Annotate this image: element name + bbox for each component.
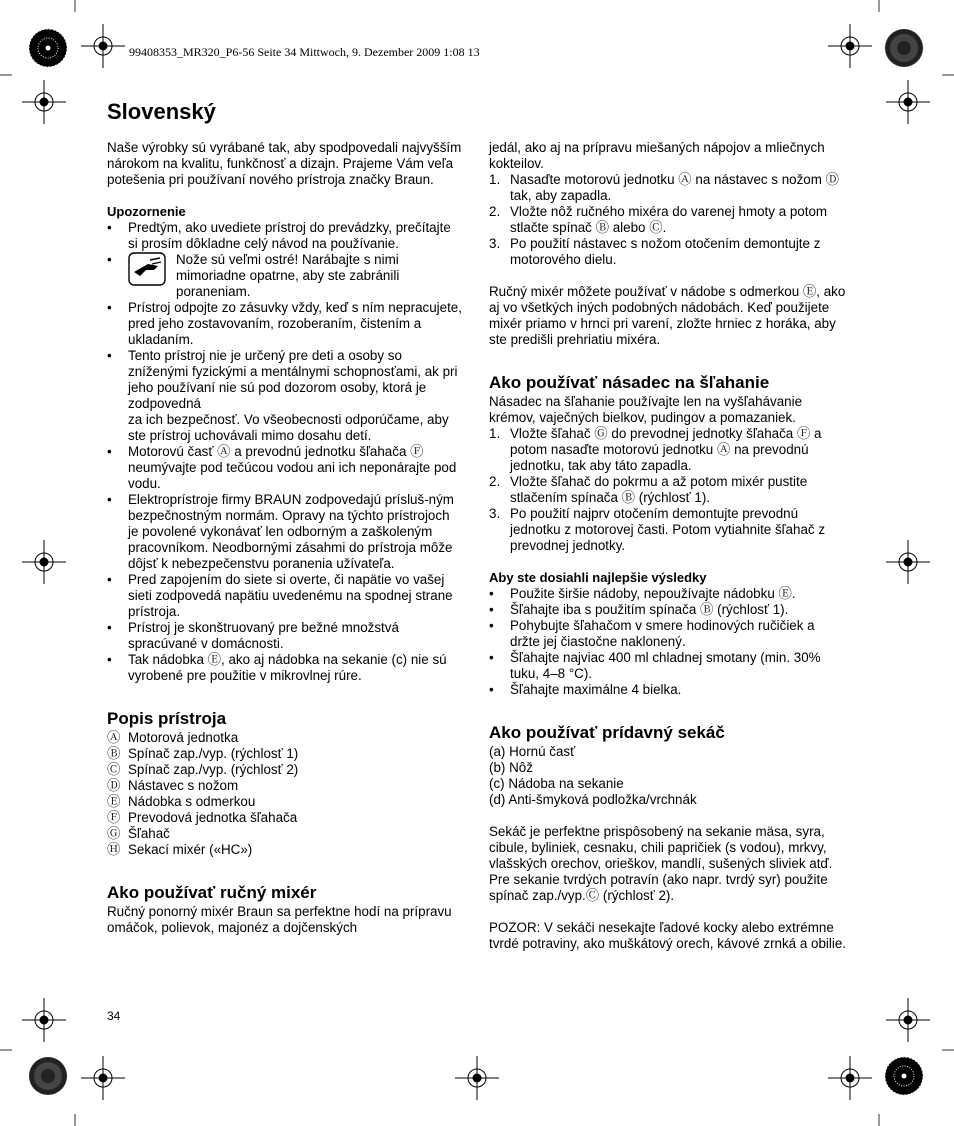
hand-mixer-steps <box>489 172 847 268</box>
registration-mark-icon <box>886 80 930 124</box>
list-item: Ⓓ Nástavec s nožom <box>107 778 239 793</box>
chopper-part: (c) Nádoba na sekanie <box>489 776 624 791</box>
chopper-text: Sekáč je perfektne prispôsobený na sekanie mäsa, syra, cibule, byliniek, cesnaku, chili papričiek (s vodou), mrkvy, vlašských orechov, orieškov, mandlí, sušených sliviek atď. <box>489 824 833 871</box>
list-item: 1. Vložte šľahač Ⓖ do prevodnej jednotky šľahača Ⓕ a potom nasaďte motorovú jednotku Ⓐ na prevodnú jednotku, tak aby táto zapadla. <box>489 426 822 473</box>
registration-mark-icon <box>886 540 930 584</box>
warning-list <box>107 220 463 684</box>
description-heading: Popis prístroja <box>107 709 227 728</box>
color-target-icon <box>884 1056 924 1096</box>
list-item: • Použite širšie nádoby, nepoužívajte nádobku Ⓔ. <box>489 586 796 601</box>
list-item: Ⓑ Spínač zap./vyp. (rýchlosť 1) <box>107 746 299 761</box>
page-title: Slovenský <box>107 99 216 124</box>
list-item: • Šľahajte maximálne 4 bielka. <box>489 682 682 697</box>
list-item: • Šľahajte iba s použitím spínača Ⓑ (rýchlosť 1). <box>489 602 789 617</box>
color-target-icon <box>28 1056 68 1096</box>
list-item: Ⓖ Šľahač <box>107 826 170 841</box>
tips-heading: Aby ste dosiahli najlepšie výsledky <box>489 570 707 585</box>
whisk-steps <box>489 426 847 554</box>
list-item: Ⓔ Nádobka s odmerkou <box>107 794 256 809</box>
list-item: • Elektroprístroje firmy BRAUN zodpovedajú prísluš-ným bezpečnostným normám. Opravy na týchto prístrojoch je povolené vykonávať len odborným a zaškoleným pracovníkom. Neodbornými zásahmi do prístroja môže dôjsť k nebezpečenstvu poranenia užívateľa. <box>107 492 454 571</box>
chopper-heading: Ako používať prídavný sekáč <box>489 723 725 742</box>
list-item: Ⓐ Motorová jednotka <box>107 730 239 745</box>
list-item: 3. Po použití najprv otočením demontujte prevodnú jednotku z motorovej časti. Potom vytiahnite šľahač z prevodnej jednotky. <box>489 506 826 553</box>
list-item: • Tento prístroj nie je určený pre deti a osoby so zníženými fyzickými a mentálnymi schopnosťami, ak pri jeho používaní nie sú pod dozorom osoby, ktorá je zodpovedná za ich bezpečnosť. Vo všeobecnosti odporúčame, aby ste prístroj uchovávali mimo dosahu detí. <box>107 348 458 443</box>
registration-mark-icon <box>828 24 872 68</box>
hand-mixer-note: Ručný mixér môžete používať v nádobe s odmerkou Ⓔ, ako aj vo všetkých iných podobných nádobách. Keď použijete mixér priamo v hrnci pri varení, zložte hrniec z horáka, aby ste predišli prehriatiu mixéra. <box>489 284 846 347</box>
list-item: • Pohybujte šľahačom v smere hodinových ručičiek a držte jej čiastočne naklonený. <box>489 618 815 649</box>
list-item: 3. Po použití nástavec s nožom otočením demontujte z motorového dielu. <box>489 236 821 267</box>
intro-paragraph: Naše výrobky sú vyrábané tak, aby spodpovedali najvyšším nárokom na kvalitu, funkčnosť a dizajn. Prajeme Vám veľa potešenia pri používaní nového prístroja značky Braun. <box>107 140 462 187</box>
hand-mixer-heading: Ako používať ručný mixér <box>107 883 317 902</box>
list-item: Ⓗ Sekací mixér («HC») <box>107 842 253 857</box>
registration-mark-icon <box>22 80 66 124</box>
chopper-caution: POZOR: V sekáči nesekajte ľadové kocky alebo extrémne tvrdé potraviny, ako muškátový orech, kávové zrnká a obilie. <box>489 920 847 951</box>
registration-mark-icon <box>22 998 66 1042</box>
parts-list <box>107 730 463 858</box>
whisk-intro: Násadec na šľahanie používajte len na vyšľahávanie krémov, vaječných bielkov, pudingov a pomazaniek. <box>489 394 803 425</box>
right-column <box>489 140 847 952</box>
list-item: • Nože sú veľmi ostré! Narábajte s nimi mimoriadne opatrne, aby ste zabránili poraneniam. <box>107 252 400 299</box>
list-item: Ⓒ Spínač zap./vyp. (rýchlosť 2) <box>107 762 299 777</box>
left-column <box>107 140 463 936</box>
registration-mark-icon <box>455 1056 499 1100</box>
chopper-part: (a) Hornú časť <box>489 744 576 759</box>
hand-mixer-intro-continued: jedál, ako aj na prípravu miešaných nápojov a mliečnych kokteilov. <box>489 140 825 171</box>
color-target-icon <box>884 28 924 68</box>
registration-mark-icon <box>81 1056 125 1100</box>
list-item: • Prístroj je skonštruovaný pre bežné množstvá spracúvané v domácnosti. <box>107 620 399 651</box>
list-item: • Tak nádobka Ⓔ, ako aj nádobka na sekanie (c) nie sú vyrobené pre použitie v mikrovlnej rúre. <box>107 652 447 683</box>
color-target-icon <box>28 28 68 68</box>
list-item: • Motorovú časť Ⓐ a prevodnú jednotku šľahača Ⓕ neumývajte pod tečúcou vodou ani ich neponárajte pod vodu. <box>107 444 457 491</box>
list-item: • Šľahajte najviac 400 ml chladnej smotany (min. 30% tuku, 4–8 °C). <box>489 650 821 681</box>
list-item: 2. Vložte šľahač do pokrmu a až potom mixér pustite stlačením spínača Ⓑ (rýchlosť 1). <box>489 474 808 505</box>
list-item: • Predtým, ako uvediete prístroj do prevádzky, prečítajte si prosím dôkladne celý návod na používanie. <box>107 220 451 251</box>
chopper-part: (b) Nôž <box>489 760 533 775</box>
list-item: • Prístroj odpojte zo zásuvky vždy, keď s ním nepracujete, pred jeho zostavovaním, rozoberaním, čistením a ukladaním. <box>107 300 462 347</box>
print-header-line: 99408353_MR320_P6-56 Seite 34 Mittwoch, 9. Dezember 2009 1:08 13 <box>129 45 480 59</box>
list-item: 2. Vložte nôž ručného mixéra do varenej hmoty a potom stlačte spínač Ⓑ alebo Ⓒ. <box>489 204 828 235</box>
whisk-heading: Ako používať násadec na šľahanie <box>489 373 770 392</box>
list-item: • Pred zapojením do siete si overte, či napätie vo vašej sieti zodpovedá napätiu uvedenému na spodnej strane prístroja. <box>107 572 453 619</box>
page-number: 34 <box>107 1009 121 1023</box>
chopper-text-hard-food: Pre sekanie tvrdých potravín (ako napr. tvrdý syr) použite spínač zap./vyp.Ⓒ (rýchlosť 2). <box>489 872 828 903</box>
tips-list <box>489 586 847 698</box>
registration-mark-icon <box>828 1056 872 1100</box>
list-item: 1. Nasaďte motorovú jednotku Ⓐ na nástavec s nožom Ⓓ tak, aby zapadla. <box>489 172 840 203</box>
chopper-part: (d) Anti-šmyková podložka/vrchnák <box>489 792 697 807</box>
registration-mark-icon <box>81 24 125 68</box>
sharp-blade-warning-icon <box>128 252 166 286</box>
hand-mixer-intro: Ručný ponorný mixér Braun sa perfektne hodí na prípravu omáčok, polievok, majonéz a dojčenských <box>107 904 452 935</box>
list-item: Ⓕ Prevodová jednotka šľahača <box>107 810 298 825</box>
registration-mark-icon <box>22 540 66 584</box>
warning-heading: Upozornenie <box>107 204 186 219</box>
registration-mark-icon <box>886 998 930 1042</box>
